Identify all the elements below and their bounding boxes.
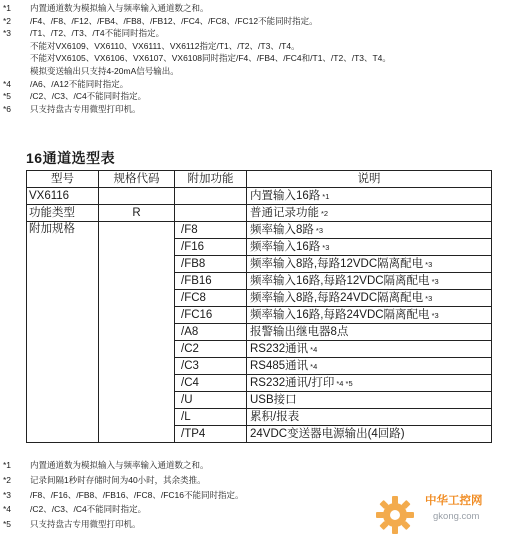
cell-spec-code: R [99,205,175,222]
footnote [0,473,244,488]
watermark-logo [373,490,503,536]
footnote-ref: *3 [431,276,439,286]
footnote-text: /C2、/C3、/C4不能同时指定。 [30,91,147,102]
description-text: 普通记录功能 [250,206,319,219]
footnote-mark: *5 [3,91,12,102]
footnote-mark: *6 [3,103,12,114]
cell-model: 附加规格 [27,222,99,443]
description-text: USB接口 [250,393,297,406]
footnote-ref: *3 [431,310,439,320]
watermark-name: 中华工控网 [425,495,483,507]
footnote [0,458,244,473]
description-text: 报警输出继电器8点 [250,325,349,338]
cell-description [247,426,492,443]
top-footnotes [0,2,391,115]
footnote-mark: *5 [3,519,12,530]
description-text: 频率输入8路,每路24VDC隔离配电 [250,291,424,304]
footnote [0,2,391,15]
description-text: 频率输入8路 [250,223,314,236]
cell-option: /L [175,409,247,426]
header-description: 说明 [247,171,492,188]
description-text: 累积/报表 [250,410,300,423]
cell-description [247,409,492,426]
footnote-text: /A6、/A12不能同时指定。 [30,78,129,89]
footnote-mark: *3 [3,28,12,39]
footnote-text: 只支持盘古专用微型打印机。 [30,519,141,530]
cell-description [247,273,492,290]
footnote [0,517,244,532]
footnote-mark: *2 [3,474,12,485]
cell-option: /FC8 [175,290,247,307]
header-option: 附加功能 [175,171,247,188]
cell-option: /C3 [175,358,247,375]
footnote-ref: *3 [322,242,330,252]
description-text: 24VDC变送器电源输出(4回路) [250,427,405,440]
cell-description [247,188,492,205]
cell-option: /TP4 [175,426,247,443]
table-row [27,222,492,239]
footnote-text: 只支持盘古专用微型打印机。 [30,103,141,114]
section-title: 16通道选型表 [26,150,116,166]
footnote-continuation: 不能对VX6109、VX6110、VX6111、VX6112指定/T1、/T2、/T3、/T4。 [30,40,300,51]
header-spec-code: 规格代码 [99,171,175,188]
cell-option: /A8 [175,324,247,341]
footnote [0,488,244,503]
description-text: 内置输入16路 [250,189,321,202]
cell-spec-code [99,188,175,205]
footnote [0,15,391,28]
footnote-ref: *3 [425,293,433,303]
cell-description [247,341,492,358]
footnote [0,103,391,116]
cell-option [175,205,247,222]
cell-model: 功能类型 [27,205,99,222]
cell-option: /C4 [175,375,247,392]
description-text: RS485通讯 [250,359,309,372]
footnote [0,27,391,40]
description-text: 频率输入16路,每路24VDC隔离配电 [250,308,430,321]
cell-model: VX6116 [27,188,99,205]
footnote-ref: *4 [310,361,318,371]
table-header-row [27,171,492,188]
footnote-ref: *2 [321,208,329,218]
cell-description [247,324,492,341]
footnote-continuation: 模拟变送输出只支持4-20mA信号输出。 [30,65,179,76]
footnote-ref: *4 *5 [336,378,353,388]
cell-description [247,307,492,324]
footnote [0,78,391,91]
footnote [0,90,391,103]
footnote-text: /C2、/C3、/C4不能同时指定。 [30,504,147,515]
cell-spec-code [99,222,175,443]
footnote-mark: *2 [3,15,12,26]
footnote-text: /F4、/F8、/F12、/FB4、/FB8、/FB12、/FC4、/FC8、/FC12不能同时指定。 [30,15,318,26]
cell-option: /F16 [175,239,247,256]
header-model: 型号 [27,171,99,188]
footnote-continuation: 不能对VX6105、VX6106、VX6107、VX6108同时指定/F4、/FB4、/FC4和/T1、/T2、/T3、T4。 [30,53,391,64]
footnote-mark: *4 [3,504,12,515]
cell-option: /FC16 [175,307,247,324]
footnote-mark: *4 [3,78,12,89]
footnote-text: 内置通道数为模拟输入与频率输入通道数之和。 [30,3,209,13]
cell-option: /U [175,392,247,409]
footnote-ref: *1 [322,191,330,201]
footnote-mark: *3 [3,489,12,500]
gear-icon [373,490,423,536]
footnote [0,502,244,517]
cell-description [247,375,492,392]
footnote-ref: *3 [315,225,323,235]
footnote-text: /F8、/F16、/FB8、/FB16、/FC8、/FC16不能同时指定。 [30,489,244,500]
description-text: 频率输入8路,每路12VDC隔离配电 [250,257,424,270]
footnote-mark: *1 [3,460,12,470]
watermark-url: gkong.com [433,511,480,522]
cell-description [247,290,492,307]
cell-description [247,358,492,375]
footnote-ref: *4 [310,344,318,354]
cell-option: /C2 [175,341,247,358]
footnote-text: 记录间隔1秒时存储时间为40小时，其余类推。 [30,474,206,485]
bottom-footnotes [0,458,244,532]
cell-description [247,256,492,273]
footnote-text: 内置通道数为模拟输入与频率输入通道数之和。 [30,460,209,470]
footnote-mark: *1 [3,3,12,13]
table-row [27,188,492,205]
description-text: 频率输入16路 [250,240,321,253]
description-text: 频率输入16路,每路12VDC隔离配电 [250,274,430,287]
table-row [27,205,492,222]
cell-option: /FB8 [175,256,247,273]
footnote-text: /T1、/T2、/T3、/T4不能同时指定。 [30,28,165,39]
description-text: RS232通讯 [250,342,309,355]
selection-table [26,170,492,443]
cell-option: /FB16 [175,273,247,290]
cell-description [247,205,492,222]
cell-description [247,222,492,239]
description-text: RS232通讯/打印 [250,376,335,389]
cell-description [247,392,492,409]
cell-description [247,239,492,256]
cell-option: /F8 [175,222,247,239]
cell-option [175,188,247,205]
footnote-ref: *3 [425,259,433,269]
